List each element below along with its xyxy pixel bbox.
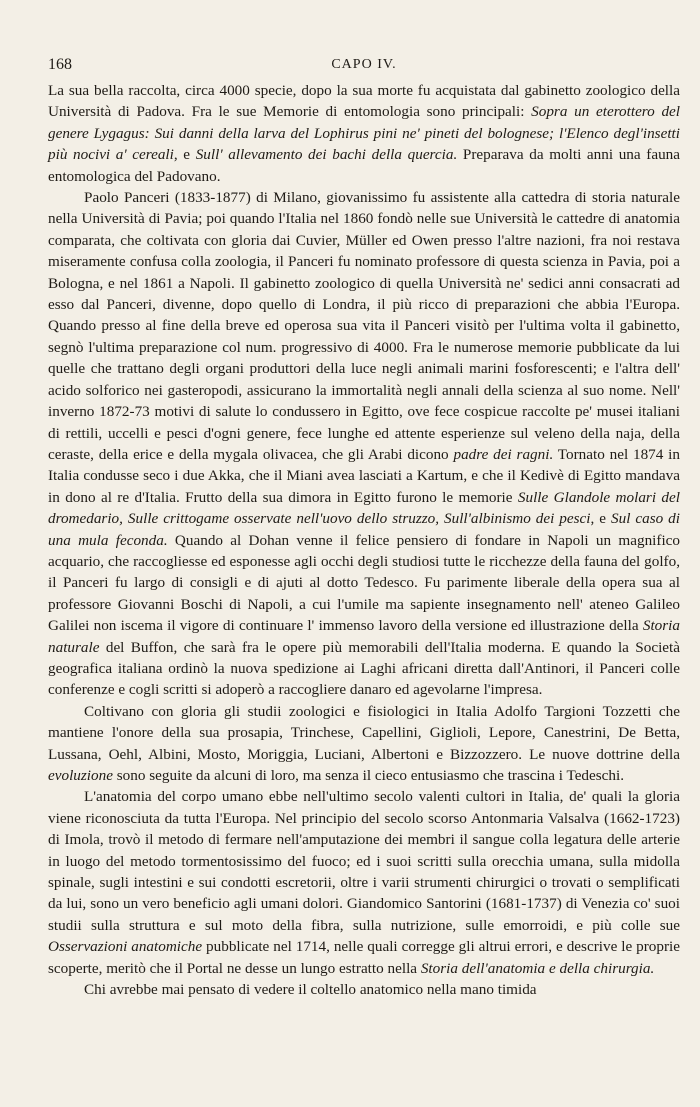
text-run: pubblicate nel 1714, nelle quali corregge gli altrui errori, e descrive le proprie scoperte, meritò che il Portal ne desse un lungo estratto nella: [48, 938, 681, 977]
paragraph: [48, 979, 680, 1000]
text-run: L'anatomia del corpo umano ebbe nell'ultimo secolo valenti cultori in Italia, de' quali la gloria viene riconosciuta da tutta l'Europa. Nel principio del secolo scorso Antonmaria Valsalva (1662-1723) di Imola, trovò il metodo di fermare nell'amputazione dei membri il sangue colla legatura delle arterie in luogo del metodo tormentosissimo del fuoco; ed i suoi scritti sulla orecchia umana, sulla midolla spinale, sugli intestini e sui condotti escretorii, oltre i varii strumenti chirurgici o trovati o semplificati da lui, sono un vero beneficio agli umani dolori. Giandomico Santorini (1681-1737) di Venezia co' suoi studii sulla struttura e sul moto della fibra, sulla nutrizione, sulle emorroidi, e più colle sue: [48, 788, 680, 934]
text-run: La sua bella raccolta, circa 4000 specie, dopo la sua morte fu acquistata dal gabinetto zoologico della Università di Padova. Fra le sue Memorie di entomologia sono principali:: [48, 82, 680, 121]
text-run: del Buffon, che sarà fra le opere più memorabili dell'Italia moderna. E quando la Società geografica italiana ordinò la nuova spedizione ai Laghi africani diretta dall'Antinori, il Panceri colle conferenze e cogli scritti si adoperò a raccogliere danaro ed agevolarne l'impresa.: [48, 638, 680, 699]
paragraph: [48, 80, 680, 187]
italic-text: evoluzione: [48, 767, 113, 784]
italic-text: Sul caso di una mula feconda.: [48, 510, 680, 549]
italic-text: Storia naturale: [48, 617, 680, 656]
paragraph: [48, 786, 680, 979]
text-run: Preparava da molti anni una fauna entomologica del Padovano.: [48, 146, 680, 185]
paragraph: [48, 701, 680, 787]
text-run: Coltivano con gloria gli studii zoologici e fisiologici in Italia Adolfo Targioni Tozzetti che mantiene l'onore della sua prosapia, Trinchese, Capellini, Giglioli, Lepore, Canestrini, De Betta, Lussana, Oehl, Albini, Mosto, Moriggia, Luciani, Albertoni e Bizzozzero. Le nuove dottrine della: [48, 702, 680, 763]
italic-text: padre dei ragni.: [453, 445, 554, 463]
running-title: CAPO IV.: [331, 57, 397, 72]
text-run: Paolo Panceri (1833-1877) di Milano, giovanissimo fu assistente alla cattedra di storia naturale nella Università di Pavia; poi quando l'Italia nel 1860 fondò nelle sue Università le cattedre di anatomia comparata, che coltivata con gloria dai Cuvier, Müller ed Owen presso l'altre nazioni, fra noi restava miseramente confusa colla zoologia, il Panceri fu nominato professore di questa scienza in Pavia, poi a Bologna, e nel 1861 a Napoli. Il gabinetto zoologico di quella Università ne' sedici anni consacrati ad esso dal Panceri, divenne, dopo quello di Londra, il più ricco di preparazioni che abbia l'Europa. Quando presso al fine della breve ed operosa sua vita il Panceri visitò per l'ultima volta il gabinetto, segnò l'ultima preparazione col num. progressivo di 4000. Fra le numerose memorie pubblicate da lui quelle che trattano degli organi produttori della luce negli animali marini fosforescenti; e l'altra dell' acido solforico nei gasteropodi, assicurano la immortalità negli annali della scienza al suo nome. Nell' inverno 1872-73 motivi di salute lo condussero in Egitto, ove fece cospicue raccolte pe' musei italiani di rettili, uccelli e pesci d'ogni genere, fece lunghe ed attente esperienze sul veleno della naja, della ceraste, della erice e della mygala olivacea, che gli Arabi dicono: [48, 189, 680, 463]
text-run: Tornato nel 1874 in Italia condusse seco i due Akka, che il Miani avea lasciati a Kartum, e che il Kedivè di Egitto mandava in dono al re d'Italia. Frutto della sua dimora in Egitto furono le memorie: [48, 445, 680, 506]
italic-text: Sulle Glandole molari del dromedario, Sulle crittogame osservate nell'uovo dello struzzo, Sull'albinismo dei pesci: [48, 488, 680, 528]
italic-text: Sopra un eterottero del genere Lygagus: Sui danni della larva del Lophirus pini ne' pineti del bolognese; l'Elenco degl'insetti più nocivi a' cereali: [48, 103, 680, 164]
text-run: Quando al Dohan venne il felice pensiero di fondare in Napoli un magnifico acquario, che raccogliesse ed esponesse agli occhi degli studiosi tutte le ricchezze della fauna del golfo, il Panceri fu largo di consigli e di ajuti al dotto Tedesco. Fu parimente liberale della opera sua al professore Giovanni Boschi di Napoli, a cui l'umile ma sapiente insegnamento nell' ateneo Galileo Galilei non iscema il vigore di continuare l' immenso lavoro della versione ed illustrazione della: [48, 531, 680, 635]
text-run: sono seguite da alcuni di loro, ma senza il cieco entusiasmo che trascina i Tedeschi.: [112, 767, 625, 784]
italic-text: Osservazioni anatomiche: [48, 938, 203, 956]
italic-text: Storia dell'anatomia e della chirurgia.: [420, 959, 655, 977]
text-run: Chi avrebbe mai pensato di vedere il coltello anatomico nella mano timida: [84, 981, 537, 999]
page-number: 168: [48, 56, 72, 73]
text-run: , e: [590, 510, 611, 528]
text-run: , e: [173, 146, 196, 164]
page-header: [48, 56, 680, 78]
italic-text: Sull' allevamento dei bachi della quercia.: [195, 146, 458, 164]
body-text: [48, 80, 680, 1000]
paragraph: [48, 187, 680, 701]
